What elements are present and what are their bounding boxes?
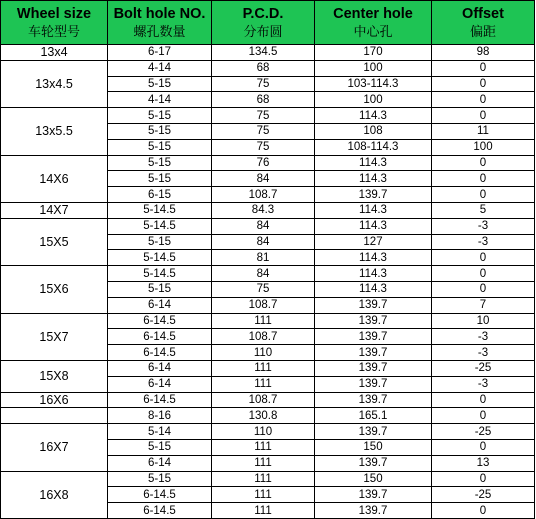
center-hole-cell: 114.3	[315, 202, 432, 218]
pcd-cell: 75	[212, 76, 315, 92]
wheel-size-cell: 15X8	[1, 360, 108, 392]
offset-cell: 0	[432, 392, 535, 408]
pcd-cell: 110	[212, 424, 315, 440]
header-pcd	[212, 1, 315, 45]
pcd-cell: 111	[212, 455, 315, 471]
center-hole-cell: 165.1	[315, 408, 432, 424]
offset-cell: 98	[432, 45, 535, 61]
wheel-size-cell	[1, 408, 108, 424]
bolt-hole-cell: 6-17	[108, 45, 212, 61]
offset-cell: 0	[432, 76, 535, 92]
offset-cell: 0	[432, 60, 535, 76]
wheel-size-cell: 15X7	[1, 313, 108, 360]
center-hole-cell: 100	[315, 92, 432, 108]
offset-cell: 0	[432, 281, 535, 297]
pcd-cell: 108.7	[212, 187, 315, 203]
wheel-size-cell: 13x5.5	[1, 108, 108, 155]
pcd-cell: 111	[212, 439, 315, 455]
bolt-hole-cell: 5-15	[108, 155, 212, 171]
table-row	[1, 266, 535, 282]
center-hole-cell: 139.7	[315, 503, 432, 519]
header-wheel-size	[1, 1, 108, 45]
header-offset-zh: 偏距	[469, 23, 496, 39]
offset-cell: 0	[432, 187, 535, 203]
header-wheel-size-zh: 车轮型号	[27, 23, 80, 39]
bolt-hole-cell: 6-14	[108, 376, 212, 392]
bolt-hole-cell: 4-14	[108, 92, 212, 108]
center-hole-cell: 108	[315, 123, 432, 139]
offset-cell: -25	[432, 360, 535, 376]
offset-cell: 11	[432, 123, 535, 139]
table-row	[1, 392, 535, 408]
header-center-hole-zh: 中心孔	[353, 23, 393, 39]
pcd-cell: 108.7	[212, 329, 315, 345]
bolt-hole-cell: 5-15	[108, 471, 212, 487]
pcd-cell: 111	[212, 487, 315, 503]
table-header	[1, 1, 535, 45]
wheel-size-cell: 14X6	[1, 155, 108, 202]
offset-cell: 0	[432, 439, 535, 455]
bolt-hole-cell: 6-14.5	[108, 487, 212, 503]
center-hole-cell: 139.7	[315, 329, 432, 345]
bolt-hole-cell: 6-14.5	[108, 392, 212, 408]
bolt-hole-cell: 5-14.5	[108, 266, 212, 282]
header-offset	[432, 1, 535, 45]
center-hole-cell: 114.3	[315, 155, 432, 171]
center-hole-cell: 114.3	[315, 108, 432, 124]
pcd-cell: 111	[212, 503, 315, 519]
offset-cell: -3	[432, 234, 535, 250]
table-row	[1, 60, 535, 76]
center-hole-cell: 139.7	[315, 424, 432, 440]
offset-cell: 100	[432, 139, 535, 155]
offset-cell: 0	[432, 108, 535, 124]
header-offset-en: Offset	[462, 5, 504, 22]
center-hole-cell: 139.7	[315, 455, 432, 471]
offset-cell: 5	[432, 202, 535, 218]
table-row	[1, 155, 535, 171]
bolt-hole-cell: 6-14.5	[108, 329, 212, 345]
table-row	[1, 45, 535, 61]
header-bolt-hole	[108, 1, 212, 45]
wheel-size-cell: 15X6	[1, 266, 108, 313]
offset-cell: 10	[432, 313, 535, 329]
offset-cell: -25	[432, 424, 535, 440]
table-row	[1, 108, 535, 124]
wheel-size-cell: 15X5	[1, 218, 108, 265]
offset-cell: -3	[432, 218, 535, 234]
bolt-hole-cell: 5-14.5	[108, 250, 212, 266]
table-body	[1, 45, 535, 519]
table-row	[1, 471, 535, 487]
center-hole-cell: 108-114.3	[315, 139, 432, 155]
pcd-cell: 111	[212, 313, 315, 329]
header-bolt-hole-zh: 螺孔数量	[133, 23, 186, 39]
offset-cell: 0	[432, 171, 535, 187]
bolt-hole-cell: 8-16	[108, 408, 212, 424]
pcd-cell: 111	[212, 360, 315, 376]
pcd-cell: 108.7	[212, 297, 315, 313]
wheel-size-cell: 13x4	[1, 45, 108, 61]
center-hole-cell: 114.3	[315, 171, 432, 187]
pcd-cell: 108.7	[212, 392, 315, 408]
pcd-cell: 110	[212, 345, 315, 361]
center-hole-cell: 103-114.3	[315, 76, 432, 92]
center-hole-cell: 139.7	[315, 376, 432, 392]
offset-cell: 0	[432, 408, 535, 424]
center-hole-cell: 150	[315, 471, 432, 487]
bolt-hole-cell: 6-14	[108, 297, 212, 313]
center-hole-cell: 139.7	[315, 392, 432, 408]
offset-cell: 13	[432, 455, 535, 471]
bolt-hole-cell: 5-14	[108, 424, 212, 440]
bolt-hole-cell: 5-15	[108, 281, 212, 297]
pcd-cell: 84	[212, 218, 315, 234]
offset-cell: 0	[432, 266, 535, 282]
center-hole-cell: 114.3	[315, 266, 432, 282]
bolt-hole-cell: 5-15	[108, 139, 212, 155]
center-hole-cell: 100	[315, 60, 432, 76]
pcd-cell: 84.3	[212, 202, 315, 218]
offset-cell: 0	[432, 155, 535, 171]
table-row	[1, 360, 535, 376]
header-wheel-size-en: Wheel size	[16, 5, 92, 22]
pcd-cell: 84	[212, 234, 315, 250]
center-hole-cell: 114.3	[315, 218, 432, 234]
pcd-cell: 75	[212, 123, 315, 139]
bolt-hole-cell: 5-15	[108, 171, 212, 187]
pcd-cell: 84	[212, 171, 315, 187]
offset-cell: -3	[432, 376, 535, 392]
bolt-hole-cell: 6-15	[108, 187, 212, 203]
header-pcd-zh: 分布圆	[243, 23, 283, 39]
center-hole-cell: 150	[315, 439, 432, 455]
bolt-hole-cell: 5-14.5	[108, 202, 212, 218]
wheel-size-cell: 16X6	[1, 392, 108, 408]
bolt-hole-cell: 6-14	[108, 360, 212, 376]
offset-cell: 0	[432, 250, 535, 266]
header-pcd-en: P.C.D.	[242, 5, 284, 22]
header-center-hole	[315, 1, 432, 45]
table-row	[1, 424, 535, 440]
pcd-cell: 134.5	[212, 45, 315, 61]
center-hole-cell: 139.7	[315, 487, 432, 503]
bolt-hole-cell: 5-15	[108, 76, 212, 92]
bolt-hole-cell: 6-14.5	[108, 345, 212, 361]
offset-cell: -25	[432, 487, 535, 503]
pcd-cell: 84	[212, 266, 315, 282]
pcd-cell: 75	[212, 108, 315, 124]
header-bolt-hole-en: Bolt hole NO.	[113, 5, 206, 22]
wheel-size-cell: 16X7	[1, 424, 108, 471]
center-hole-cell: 139.7	[315, 360, 432, 376]
bolt-hole-cell: 6-14.5	[108, 313, 212, 329]
pcd-cell: 75	[212, 139, 315, 155]
table-row	[1, 313, 535, 329]
bolt-hole-cell: 6-14.5	[108, 503, 212, 519]
offset-cell: 7	[432, 297, 535, 313]
pcd-cell: 111	[212, 471, 315, 487]
bolt-hole-cell: 5-15	[108, 123, 212, 139]
center-hole-cell: 127	[315, 234, 432, 250]
pcd-cell: 75	[212, 281, 315, 297]
center-hole-cell: 139.7	[315, 345, 432, 361]
pcd-cell: 111	[212, 376, 315, 392]
bolt-hole-cell: 4-14	[108, 60, 212, 76]
bolt-hole-cell: 5-15	[108, 439, 212, 455]
bolt-hole-cell: 5-15	[108, 234, 212, 250]
wheel-size-cell: 16X8	[1, 471, 108, 518]
wheel-size-cell: 13x4.5	[1, 60, 108, 107]
table-row	[1, 218, 535, 234]
header-center-hole-en: Center hole	[333, 5, 413, 22]
center-hole-cell: 139.7	[315, 187, 432, 203]
pcd-cell: 68	[212, 60, 315, 76]
pcd-cell: 130.8	[212, 408, 315, 424]
table-row	[1, 202, 535, 218]
header-row	[1, 1, 535, 45]
offset-cell: -3	[432, 345, 535, 361]
pcd-cell: 76	[212, 155, 315, 171]
pcd-cell: 68	[212, 92, 315, 108]
table-row	[1, 408, 535, 424]
offset-cell: 0	[432, 503, 535, 519]
bolt-hole-cell: 5-15	[108, 108, 212, 124]
bolt-hole-cell: 6-14	[108, 455, 212, 471]
offset-cell: 0	[432, 471, 535, 487]
center-hole-cell: 114.3	[315, 250, 432, 266]
center-hole-cell: 114.3	[315, 281, 432, 297]
wheel-size-cell: 14X7	[1, 202, 108, 218]
center-hole-cell: 170	[315, 45, 432, 61]
offset-cell: -3	[432, 329, 535, 345]
pcd-cell: 81	[212, 250, 315, 266]
offset-cell: 0	[432, 92, 535, 108]
bolt-hole-cell: 5-14.5	[108, 218, 212, 234]
center-hole-cell: 139.7	[315, 297, 432, 313]
center-hole-cell: 139.7	[315, 313, 432, 329]
